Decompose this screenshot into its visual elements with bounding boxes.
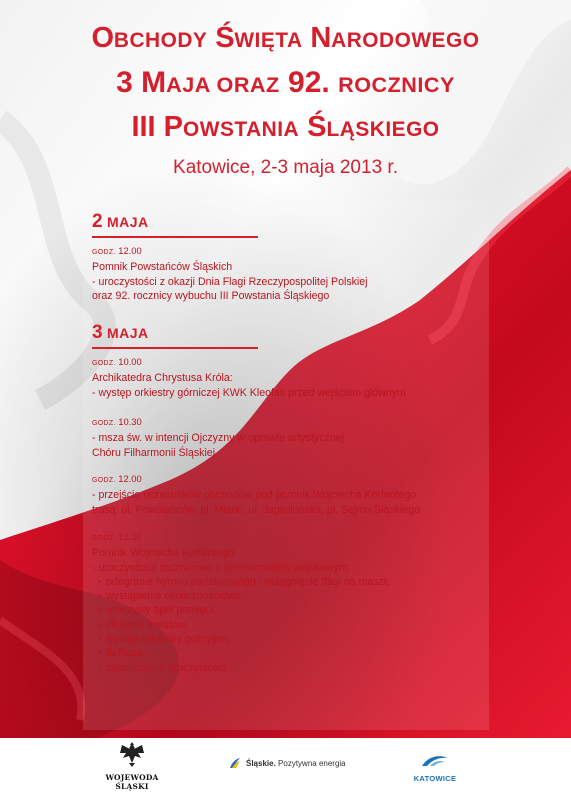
event-line: Chóru Filharmonii Śląskiej [92,446,216,459]
day-divider [92,236,258,238]
day-heading-3-maja: 3 MAJA [92,322,149,343]
day1-event [92,244,368,303]
day2-event-1200 [92,472,420,517]
wojewoda-logo [92,739,172,791]
event-line: Archikatedra Chrystusa Króla: [92,372,233,385]
day-heading-2-maja: 2 MAJA [92,211,149,232]
event-time: GODZ. 12.30 [92,531,142,542]
list-item: • występ orkiestry policyjnej, [100,632,390,646]
event-line: - msza św. w intencji Ojczyzny w oprawie artystycznej [92,432,344,445]
event-line: - przejście uczestników obchodów pod pomnik Wojciecha Korfantego [92,489,417,502]
event-line: trasą: ul. Powstańców, pl. Miarki, ul. Jagiellońska, pl. Sejmu Śląskiego [92,503,420,516]
title-line-1: OBCHODY ŚWIĘTA NARODOWEGO [91,22,480,54]
slaskie-tagline: Pozytywna energia [275,758,346,768]
list-item: • uroczysty apel pamięci, [100,603,390,617]
katowice-emblem-icon [418,752,452,770]
ceremony-list [92,575,390,675]
event-time: GODZ. 12.00 [92,245,142,256]
slaskie-logo [228,756,346,770]
event-line: Pomnik Powstańców Śląskich [92,261,233,274]
event-line: - uroczystości rocznicowe z ceremoniałem wojskowym: [92,561,351,574]
list-item: • wystąpienia okolicznościowe, [100,589,390,603]
list-item: • złożenie kwiatów, [100,618,390,632]
katowice-label: KATOWICE [413,774,457,783]
event-line: - uroczystości z okazji Dnia Flagi Rzeczypospolitej Polskiej [92,275,368,288]
eagle-emblem-icon [118,739,146,769]
katowice-logo [400,752,470,783]
event-line: Pomnik Wojciecha Korfantego: [92,547,237,560]
day-divider [92,347,258,349]
title-line-3: III POWSTANIA ŚLĄSKIEGO [131,111,440,143]
event-date-subtitle: Katowice, 2-3 maja 2013 r. [173,157,398,178]
event-time: GODZ. 10.30 [92,416,142,427]
event-time: GODZ. 10.00 [92,356,142,367]
day2-event-1030 [92,415,344,460]
list-item: • defilada, [100,646,390,660]
event-line: oraz 92. rocznicy wybuchu III Powstania Śląskiego [92,289,330,302]
day2-event-1000 [92,355,406,400]
wojewoda-label: WOJEWODA ŚLĄSKI [105,773,159,791]
list-item: • odegranie hymnu państwowego i wciągnięcie flagi na maszt, [100,575,390,589]
slaskie-sun-icon [228,756,242,770]
day2-event-1230 [92,530,390,675]
title-line-2: 3 MAJA ORAZ 92. ROCZNICY [116,66,455,99]
slaskie-brand: Śląskie. [246,758,276,768]
event-time: GODZ. 12.00 [92,473,142,484]
event-line: - występ orkiestry górniczej KWK Kleofas przed wejściem głównym [92,386,406,399]
list-item: • zakończenie uroczystości. [100,661,390,675]
